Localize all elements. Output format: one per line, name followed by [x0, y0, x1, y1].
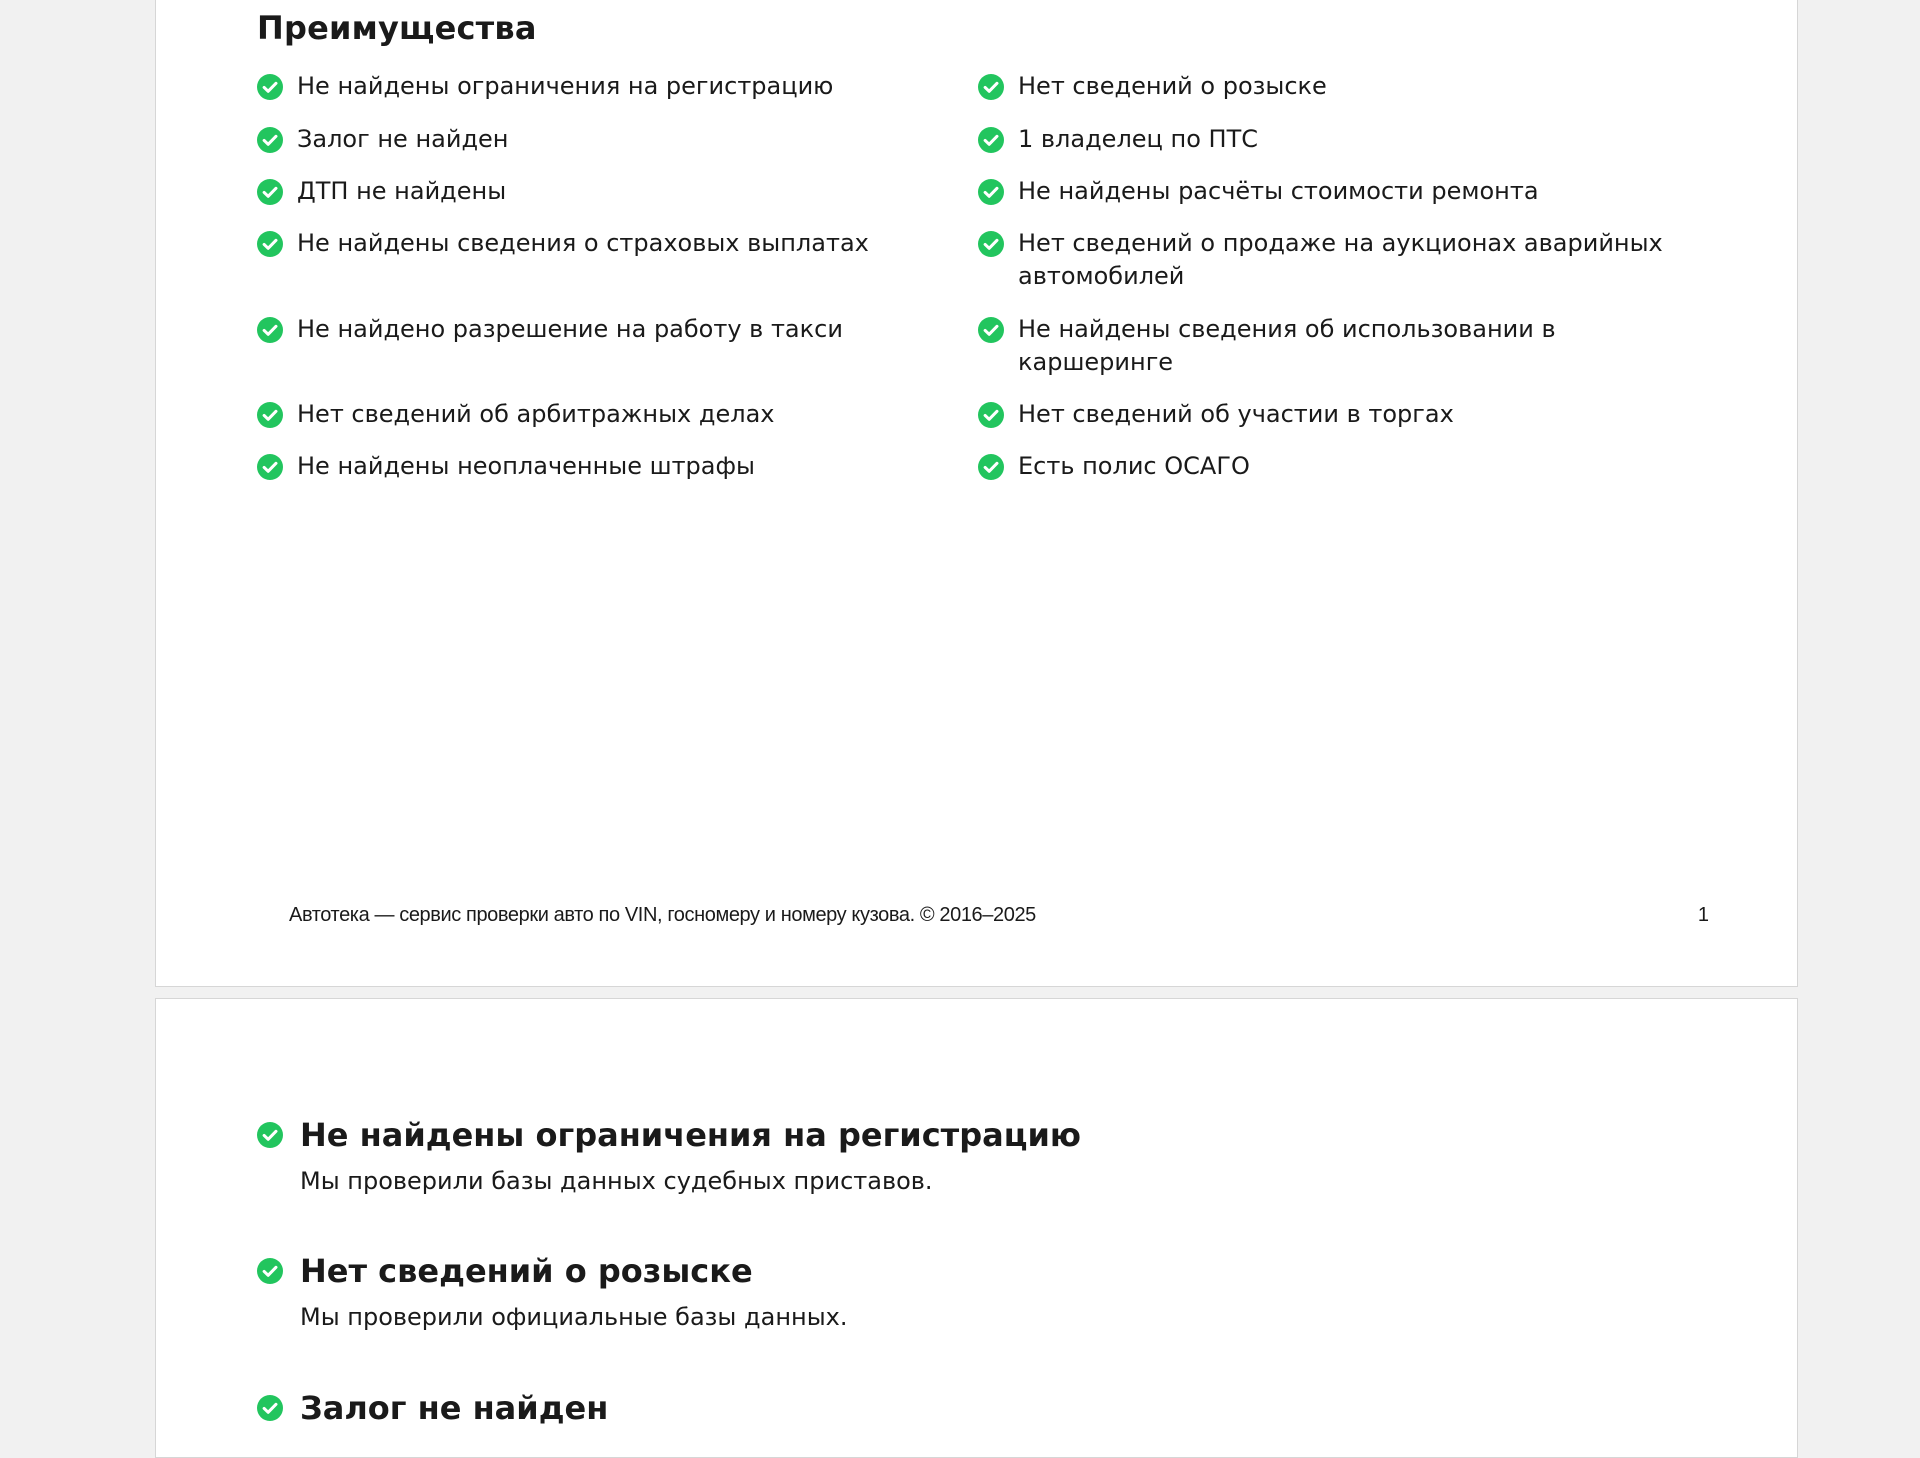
advantage-item [978, 227, 1698, 293]
advantage-text: Не найдены сведения о страховых выплатах [297, 229, 869, 257]
check-circle-icon [257, 454, 283, 480]
advantage-item [257, 450, 937, 483]
check-circle-icon [257, 1258, 283, 1284]
check-circle-icon [978, 402, 1004, 428]
advantage-item [257, 313, 937, 346]
check-circle-icon [257, 127, 283, 153]
detail-title: Нет сведений о розыске [300, 1252, 753, 1290]
page-number: 1 [1697, 904, 1709, 926]
check-circle-icon [257, 402, 283, 428]
detail-description: Мы проверили официальные базы данных. [300, 1303, 848, 1331]
advantage-text: ДТП не найдены [297, 177, 507, 205]
advantage-item [257, 123, 937, 156]
advantage-item [257, 175, 937, 208]
advantage-text: Не найдено разрешение на работу в такси [297, 315, 843, 343]
detail-title: Залог не найден [300, 1389, 609, 1427]
advantage-item [257, 227, 937, 260]
detail-heading [257, 1249, 847, 1293]
advantage-text: Не найдены неоплаченные штрафы [297, 452, 755, 480]
check-circle-icon [257, 1122, 283, 1148]
detail-title: Не найдены ограничения на регистрацию [300, 1116, 1081, 1154]
check-circle-icon [257, 231, 283, 257]
check-circle-icon [978, 74, 1004, 100]
check-circle-icon [257, 317, 283, 343]
advantage-item [978, 70, 1698, 103]
advantage-text: Нет сведений о продаже на аукционах аварийных автомобилей [1018, 229, 1663, 290]
advantage-item [978, 398, 1698, 431]
check-circle-icon [257, 179, 283, 205]
check-circle-icon [257, 74, 283, 100]
check-circle-icon [978, 231, 1004, 257]
check-circle-icon [257, 1395, 283, 1421]
detail-heading [257, 1386, 608, 1430]
report-page-1 [155, 0, 1798, 987]
advantage-item [978, 313, 1558, 379]
page-footer: Автотека — сервис проверки авто по VIN, госномеру и номеру кузова. © 2016–2025 [289, 904, 1036, 926]
report-page-2 [155, 998, 1798, 1458]
detail-heading [257, 1113, 1081, 1157]
advantage-text: Нет сведений об участии в торгах [1018, 400, 1454, 428]
detail-description: Мы проверили базы данных судебных приставов. [300, 1167, 933, 1195]
check-circle-icon [978, 179, 1004, 205]
advantage-text: Залог не найден [297, 125, 509, 153]
check-circle-icon [978, 317, 1004, 343]
check-circle-icon [978, 454, 1004, 480]
advantage-text: 1 владелец по ПТС [1018, 125, 1258, 153]
advantages-title: Преимущества [257, 9, 537, 47]
detail-block [257, 1386, 608, 1430]
advantage-item [978, 175, 1698, 208]
advantage-text: Не найдены ограничения на регистрацию [297, 72, 834, 100]
advantage-text: Нет сведений о розыске [1018, 72, 1327, 100]
advantage-text: Есть полис ОСАГО [1018, 452, 1250, 480]
advantage-item [978, 450, 1698, 483]
advantage-item [257, 398, 937, 431]
detail-block [257, 1113, 1081, 1198]
advantage-item [257, 70, 937, 103]
advantage-text: Не найдены расчёты стоимости ремонта [1018, 177, 1539, 205]
check-circle-icon [978, 127, 1004, 153]
advantage-item [978, 123, 1698, 156]
detail-block [257, 1249, 847, 1334]
advantage-text: Не найдены сведения об использовании в каршеринге [1018, 315, 1556, 376]
advantage-text: Нет сведений об арбитражных делах [297, 400, 775, 428]
